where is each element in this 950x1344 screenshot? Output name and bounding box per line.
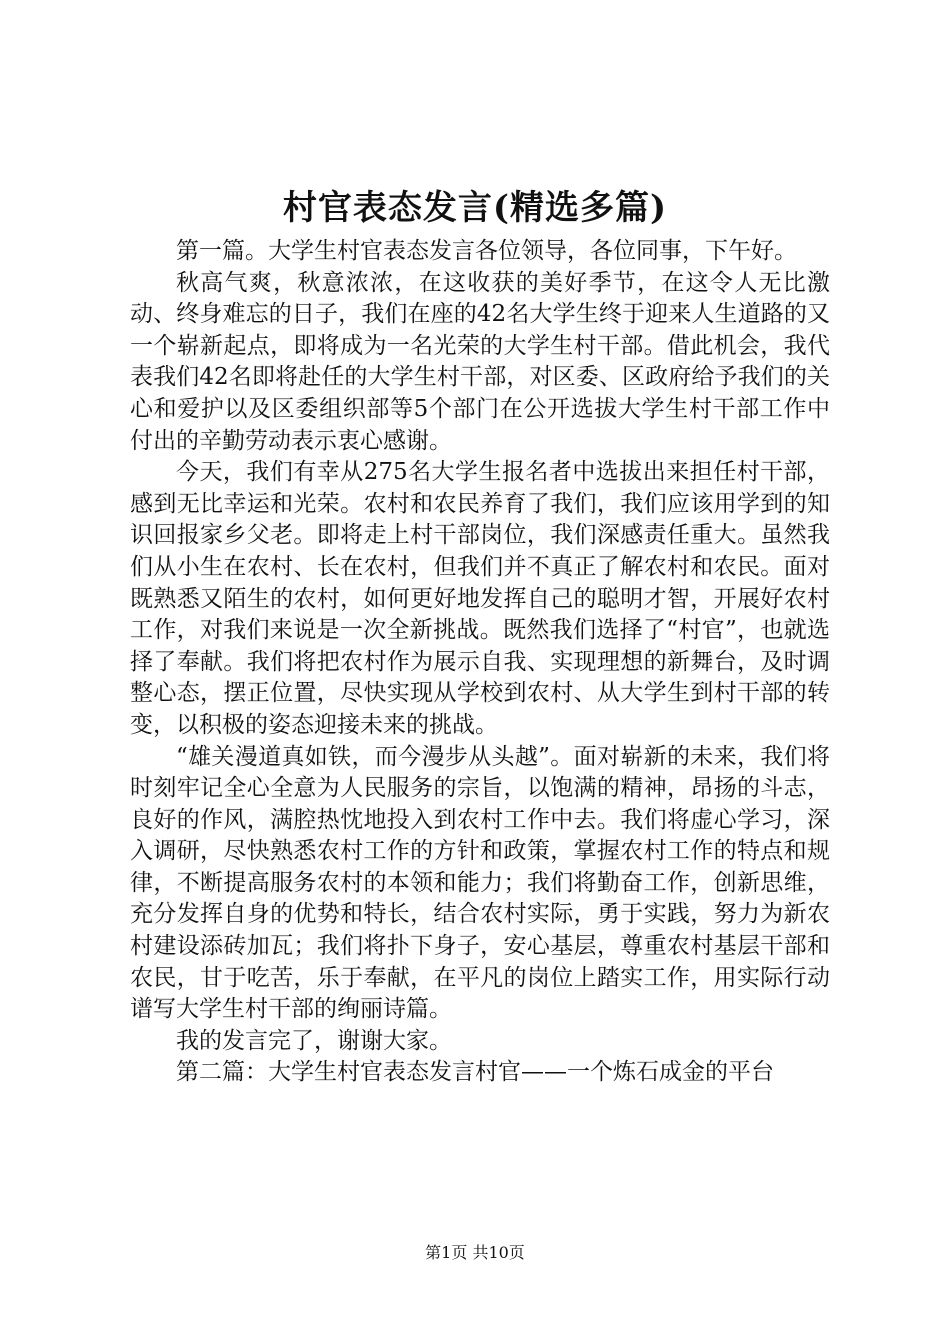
paragraph-6: 第二篇：大学生村官表态发言村官——一个炼石成金的平台 <box>176 1059 774 1086</box>
paragraph-1: 第一篇。大学生村官表态发言各位领导，各位同事，下午好。 <box>176 238 797 264</box>
page-number-footer: 第1页 共10页 <box>425 1243 525 1262</box>
document-body <box>130 236 830 1089</box>
document-title: 村官表态发言(精选多篇) <box>282 188 668 228</box>
paragraph-2: 秋高气爽，秋意浓浓，在这收获的美好季节，在这令人无比激动、终身难忘的日子，我们在座的42名大学生终于迎来人生道路的又一个崭新起点，即将成为一名光荣的大学生村干部。借此机会，我代表我们42名即将赴任的大学生村干部，对区委、区政府给予我们的关心和爱护以及区委组织部等5个部门在公开选拔大学生村干部工作中付出的辛勤劳动表示衷心感谢。 <box>130 269 830 454</box>
paragraph-4: “雄关漫道真如铁，而今漫步从头越”。面对崭新的未来，我们将时刻牢记全心全意为人民服务的宗旨，以饱满的精神，昂扬的斗志，良好的作风，满腔热忱地投入到农村工作中去。我们将虚心学习，深入调研，尽快熟悉农村工作的方针和政策，掌握农村工作的特点和规律，不断提高服务农村的本领和能力；我们将勤奋工作，创新思维，充分发挥自身的优势和特长，结合农村实际，勇于实践，努力为新农村建设添砖加瓦；我们将扑下身子，安心基层，尊重农村基层干部和农民，甘于吃苦，乐于奉献，在平凡的岗位上踏实工作，用实际行动谱写大学生村干部的绚丽诗篇。 <box>130 743 830 1023</box>
paragraph-3: 今天，我们有幸从275名大学生报名者中选拔出来担任村干部，感到无比幸运和光荣。农村和农民养育了我们，我们应该用学到的知识回报家乡父老。即将走上村干部岗位，我们深感责任重大。虽然我们从小生在农村、长在农村，但我们并不真正了解农村和农民。面对既熟悉又陌生的农村，如何更好地发挥自己的聪明才智，开展好农村工作，对我们来说是一次全新挑战。既然我们选择了“村官”，也就选择了奉献。我们将把农村作为展示自我、实现理想的新舞台，及时调整心态，摆正位置，尽快实现从学校到农村、从大学生到村干部的转变，以积极的姿态迎接未来的挑战。 <box>130 459 830 738</box>
paragraph-5: 我的发言完了，谢谢大家。 <box>176 1027 452 1054</box>
